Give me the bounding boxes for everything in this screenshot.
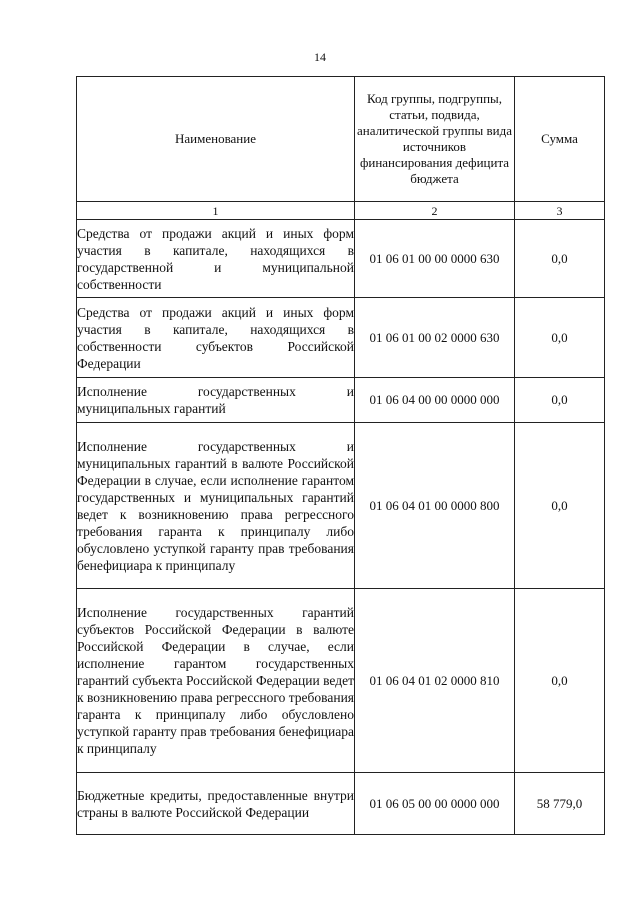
row-sum: 0,0 [515, 378, 605, 423]
row-code: 01 06 01 00 00 0000 630 [355, 220, 515, 298]
row-sum: 0,0 [515, 220, 605, 298]
row-sum: 0,0 [515, 589, 605, 773]
column-number: 3 [515, 202, 605, 220]
table-row [77, 589, 605, 773]
row-code: 01 06 05 00 00 0000 000 [355, 773, 515, 835]
row-name: Исполнение государственных и муниципальных гарантий [77, 378, 355, 423]
row-name: Средства от продажи акций и иных форм участия в капитале, находящихся в государственной и муниципальной собственности [77, 220, 355, 298]
row-sum: 58 779,0 [515, 773, 605, 835]
column-number: 1 [77, 202, 355, 220]
table-header-row [77, 77, 605, 202]
budget-sources-table [76, 76, 605, 835]
row-name: Исполнение государственных гарантий субъектов Российской Федерации в валюте Российской Федерации в случае, если исполнение гарантом государственных гарантий субъекта Российской Федерации ведет к возникновению права регрессного требования гаранта к принципалу либо обусловлено уступкой гаранту прав требования бенефициара к принципалу [77, 589, 355, 773]
header-name: Наименование [77, 77, 355, 202]
row-name: Средства от продажи акций и иных форм участия в капитале, находящихся в собственности субъектов Российской Федерации [77, 298, 355, 378]
row-code: 01 06 04 01 00 0000 800 [355, 423, 515, 589]
table-row [77, 773, 605, 835]
header-sum: Сумма [515, 77, 605, 202]
table-row [77, 298, 605, 378]
row-name: Исполнение государственных и муниципальных гарантий в валюте Российской Федерации в случае, если исполнение гарантом государственных и муниципальных гарантий ведет к возникновению права регрессного требования гаранта к принципалу либо обусловлено уступкой гаранту прав требования бенефициара к принципалу [77, 423, 355, 589]
table-row [77, 220, 605, 298]
row-code: 01 06 04 01 02 0000 810 [355, 589, 515, 773]
row-code: 01 06 04 00 00 0000 000 [355, 378, 515, 423]
column-number-row [77, 202, 605, 220]
column-number: 2 [355, 202, 515, 220]
row-name: Бюджетные кредиты, предоставленные внутри страны в валюте Российской Федерации [77, 773, 355, 835]
table-row [77, 423, 605, 589]
row-code: 01 06 01 00 02 0000 630 [355, 298, 515, 378]
page-number: 14 [314, 50, 326, 64]
table-row [77, 378, 605, 423]
row-sum: 0,0 [515, 298, 605, 378]
row-sum: 0,0 [515, 423, 605, 589]
header-code: Код группы, подгруппы, статьи, подвида, аналитической группы вида источников финансирования дефицита бюджета [355, 77, 515, 202]
